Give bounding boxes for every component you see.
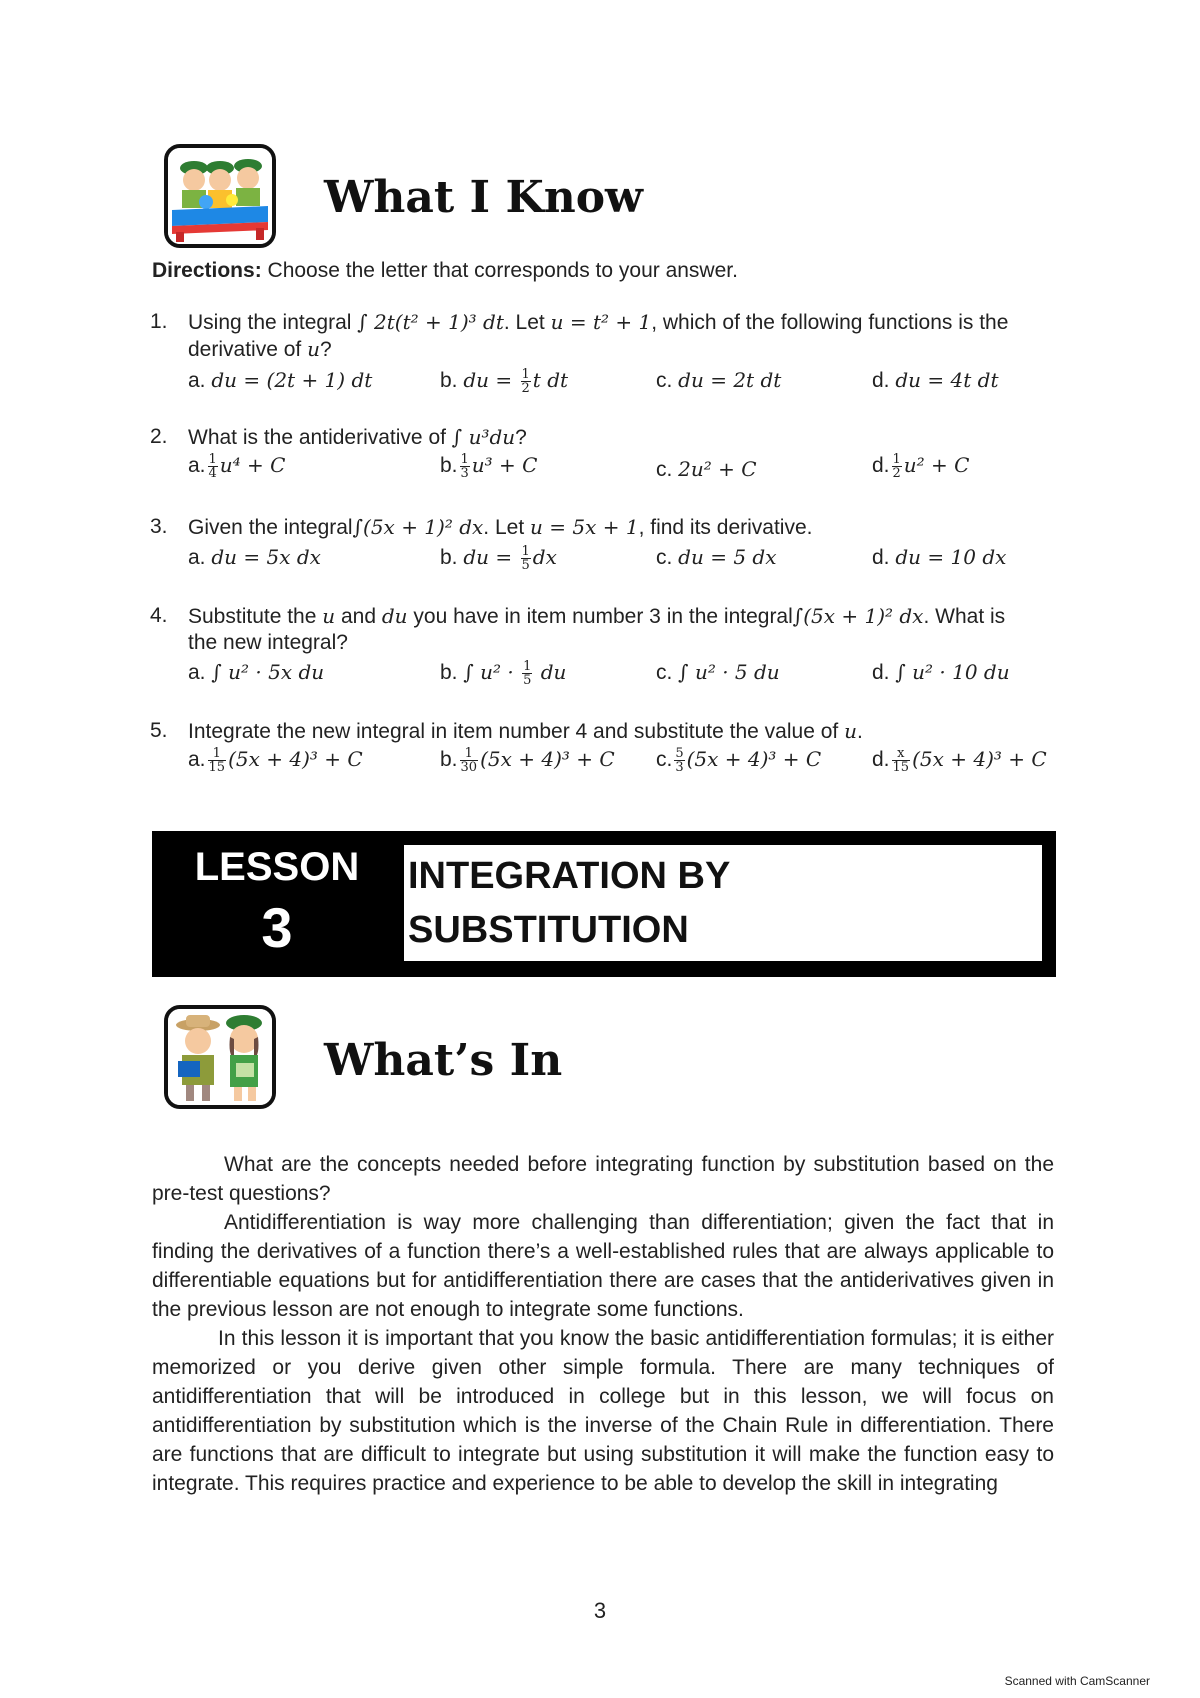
- lesson-number: 3: [261, 896, 293, 959]
- option-b[interactable]: b. $\frac{1}{30}$ (5x + 4)³ + C: [440, 745, 615, 775]
- scanner-watermark: Scanned with CamScanner: [1004, 1674, 1150, 1688]
- students-reading-icon: [164, 1005, 276, 1109]
- option-c[interactable]: c. 2u² + C: [656, 457, 757, 481]
- question-text: What is the antiderivative of: [188, 426, 452, 449]
- paragraph-text: Antidifferentiation is way more challenging than differentiation; given the fact that in finding the derivatives of a function there’s a well-established rules that are always applicable to differentiable equations but for antidifferentiation there are cases that the antiderivatives given in the previous lesson are not enough to integrate some functions.: [152, 1211, 1054, 1321]
- question-text: , which of the following functions is the: [651, 311, 1009, 334]
- option-a[interactable]: a. du = 5x dx: [188, 545, 321, 569]
- question-text: the new integral?: [188, 631, 348, 654]
- option-a[interactable]: a. $\frac{1}{4}$ u⁴ + C: [188, 451, 286, 481]
- answer-options: [188, 659, 1068, 689]
- question-text: derivative of: [188, 338, 308, 361]
- lesson-label: LESSON: [194, 845, 360, 889]
- option-a[interactable]: a. ∫ u² · 5x du: [188, 660, 325, 684]
- answer-options: [188, 746, 1068, 776]
- question-number: 1.: [150, 310, 168, 333]
- math-expression: ∫(5x + 1)² dx: [352, 515, 484, 539]
- math-expression: u: [307, 337, 320, 361]
- option-c[interactable]: c. du = 2t dt: [656, 368, 782, 392]
- question-text: . Let: [483, 516, 530, 539]
- question-number: 5.: [150, 719, 168, 742]
- question-3: [150, 514, 1050, 573]
- answer-options: [188, 544, 1068, 574]
- question-1: [150, 309, 1050, 396]
- question-text: , find its derivative.: [638, 516, 813, 539]
- directions-text: Choose the letter that corresponds to your answer.: [261, 259, 738, 282]
- question-text: Integrate the new integral in item number 4 and substitute the value of: [188, 720, 845, 743]
- question-number: 4.: [150, 604, 168, 627]
- option-d[interactable]: d. du = 10 dx: [872, 545, 1007, 569]
- question-text: you have in item number 3 in the integral: [407, 605, 793, 628]
- option-a[interactable]: a. $\frac{1}{15}$ (5x + 4)³ + C: [188, 745, 363, 775]
- math-expression: u: [844, 719, 857, 743]
- question-text: ?: [515, 426, 527, 449]
- paragraph-text: In this lesson it is important that you know the basic antidifferentiation formulas; it is either memorized or you derive given other simple formula. There are many techniques of antidifferentiation that will be introduced in college but in this lesson, we will focus on antidifferentiation by substitution which is the inverse of the Chain Rule in differentiation. There are functions that are difficult to integrate but using substitution it will make the function easy to integrate. This requires practice and experience to be able to develop the skill in integrating: [152, 1327, 1054, 1495]
- question-text: and: [335, 605, 382, 628]
- option-d[interactable]: d. $\frac{1}{2}$ u² + C: [872, 451, 970, 481]
- option-b[interactable]: b. du = $\frac{1}{5}$ dx: [440, 543, 557, 573]
- question-text: Given the integral: [188, 516, 353, 539]
- paragraph-3: [152, 1324, 1054, 1498]
- math-expression: ∫ u³du: [451, 425, 516, 449]
- math-expression: du: [381, 604, 408, 628]
- paragraph-2: [152, 1208, 1054, 1324]
- directions: [152, 258, 738, 284]
- math-expression: u = 5x + 1: [530, 515, 639, 539]
- lesson-title-box: [402, 843, 1044, 963]
- answer-options: [188, 367, 1068, 397]
- paragraph-text: What are the concepts needed before integrating function by substitution based on the pre-test questions?: [152, 1153, 1054, 1205]
- question-text: .: [856, 720, 863, 743]
- option-d[interactable]: d. du = 4t dt: [872, 368, 999, 392]
- question-2: [150, 424, 1050, 481]
- lesson-title-line-2: SUBSTITUTION: [408, 909, 689, 951]
- question-text: Substitute the: [188, 605, 323, 628]
- question-5: [150, 718, 1050, 775]
- option-b[interactable]: b. $\frac{1}{3}$ u³ + C: [440, 451, 538, 481]
- paragraph-1: [152, 1150, 1054, 1208]
- option-c[interactable]: c. du = 5 dx: [656, 545, 777, 569]
- question-number: 2.: [150, 425, 168, 448]
- question-text: ?: [319, 338, 332, 361]
- option-d[interactable]: d. ∫ u² · 10 du: [872, 660, 1010, 684]
- lesson-title-line-1: INTEGRATION BY: [408, 855, 731, 897]
- option-c[interactable]: c. ∫ u² · 5 du: [656, 660, 780, 684]
- lesson-banner: [152, 831, 1056, 977]
- option-b[interactable]: b. du = $\frac{1}{2}$ t dt: [440, 366, 569, 396]
- option-b[interactable]: b. ∫ u² · $\frac{1}{5}$ du: [440, 658, 567, 688]
- answer-options: [188, 452, 1068, 482]
- question-4: [150, 603, 1050, 688]
- math-expression: u: [322, 604, 336, 628]
- option-d[interactable]: d. $\frac{x}{15}$ (5x + 4)³ + C: [872, 745, 1047, 775]
- question-number: 3.: [150, 515, 168, 538]
- option-c[interactable]: c. $\frac{5}{3}$ (5x + 4)³ + C: [656, 745, 822, 775]
- math-expression: ∫ 2t(t² + 1)³ dt: [357, 310, 504, 334]
- question-text: Using the integral: [188, 311, 358, 334]
- section-title-what-i-know: What I Know: [324, 172, 643, 223]
- page-number: 3: [593, 1598, 607, 1623]
- section-title-whats-in: What’s In: [324, 1035, 563, 1086]
- directions-label: Directions:: [152, 259, 262, 282]
- math-expression: u = t² + 1: [550, 310, 652, 334]
- question-text: . What is: [923, 605, 1006, 628]
- option-a[interactable]: a. du = (2t + 1) dt: [188, 368, 373, 392]
- students-at-table-icon: [164, 144, 276, 248]
- math-expression: ∫(5x + 1)² dx: [792, 604, 924, 628]
- question-text: . Let: [503, 311, 551, 334]
